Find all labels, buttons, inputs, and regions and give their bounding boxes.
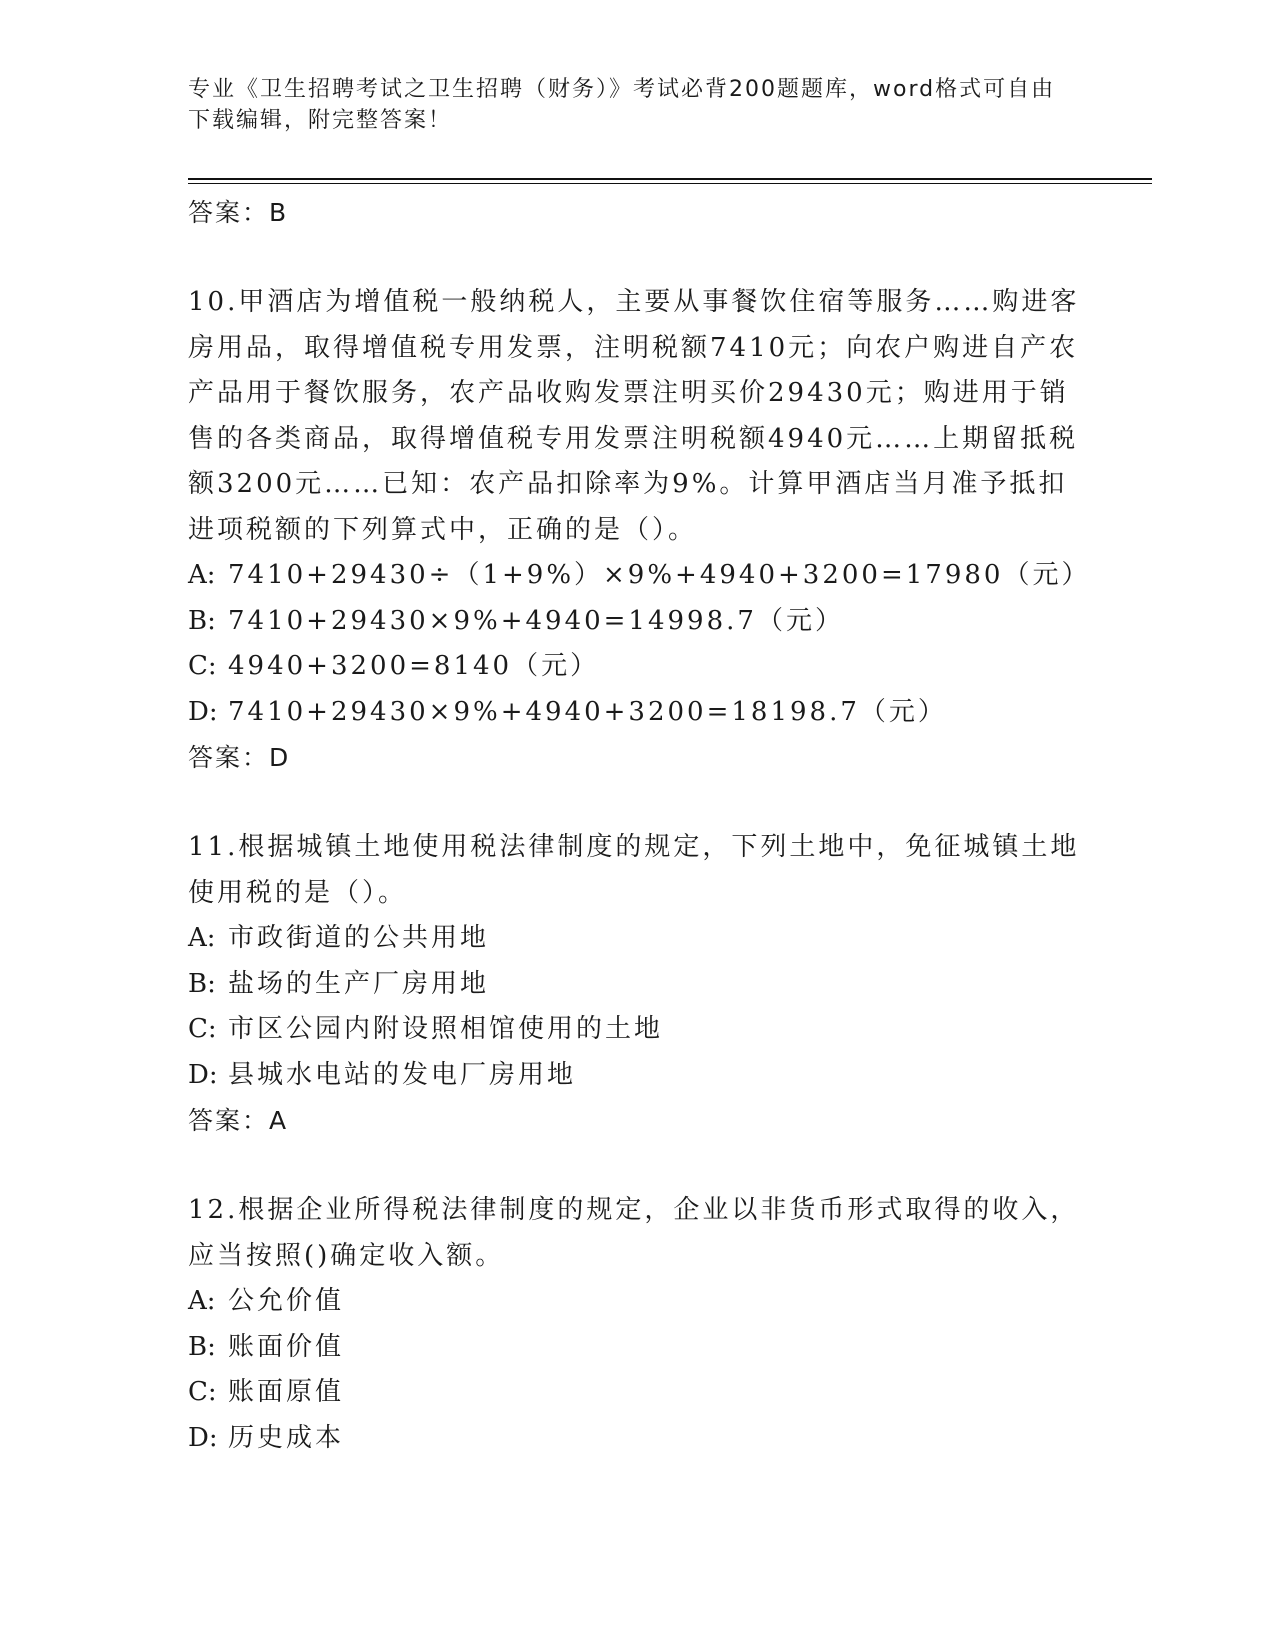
question-text: 12.根据企业所得税法律制度的规定，企业以非货币形式取得的收入，应当按照()确定收入额。: [188, 1195, 1080, 1271]
option-c: [188, 644, 1088, 690]
option-c: [188, 1370, 1088, 1416]
option-letter: C:: [188, 651, 217, 681]
option-d: [188, 1053, 1088, 1099]
option-letter: B:: [188, 1331, 216, 1362]
option-text: 账面原值: [228, 1377, 345, 1407]
header-divider-thick: [188, 178, 1152, 180]
option-d: [188, 1416, 1088, 1462]
option-b: [188, 962, 1088, 1008]
option-b: [188, 599, 1088, 645]
option-text: 市政街道的公共用地: [228, 923, 490, 953]
option-text: 县城水电站的发电厂房用地: [228, 1059, 577, 1090]
option-letter: A:: [188, 923, 216, 953]
question-11: [188, 825, 1088, 1144]
option-text: 7410+29430÷（1+9%）×9%+4940+3200=17980（元）: [228, 560, 1091, 590]
question-text: 10.甲酒店为增值税一般纳税人，主要从事餐饮住宿等服务……购进客房用品，取得增值税专用发票，注明税额7410元；向农户购进自产农产品用于餐饮服务，农产品收购发票注明买价29430元；购进用于销售的各类商品，取得增值税专用发票注明税额4940元……上期留抵税额3200元……已知：农产品扣除率为9%。计算甲酒店当月准予抵扣进项税额的下列算式中，正确的是（）。: [188, 287, 1080, 545]
page-header: 专业《卫生招聘考试之卫生招聘（财务）》考试必背200题题库，word格式可自由下载编辑，附完整答案！: [188, 77, 1056, 133]
option-a: [188, 916, 1088, 962]
option-letter: C:: [188, 1014, 217, 1044]
option-letter: B:: [188, 968, 216, 999]
previous-answer: 答案：B: [188, 198, 289, 227]
option-text: 市区公园内附设照相馆使用的土地: [228, 1014, 664, 1044]
option-letter: D:: [188, 1059, 218, 1090]
option-letter: C:: [188, 1377, 217, 1407]
answer: 答案：A: [188, 1106, 289, 1135]
document-body: [188, 190, 1091, 1461]
answer: 答案：D: [188, 743, 291, 772]
option-text: 7410+29430×9%+4940=14998.7（元）: [228, 605, 844, 636]
option-d: [188, 690, 1088, 736]
header-divider-thin: [188, 183, 1152, 184]
option-text: 7410+29430×9%+4940+3200=18198.7（元）: [228, 696, 947, 727]
option-b: [188, 1325, 1088, 1371]
option-letter: D:: [188, 696, 218, 727]
question-10: [188, 280, 1091, 781]
option-text: 历史成本: [228, 1422, 345, 1453]
option-text: 账面价值: [228, 1331, 345, 1362]
option-text: 4940+3200=8140（元）: [228, 651, 600, 681]
option-text: 盐场的生产厂房用地: [228, 968, 490, 999]
question-12: [188, 1188, 1088, 1461]
option-c: [188, 1007, 1088, 1053]
question-text: 11.根据城镇土地使用税法律制度的规定，下列土地中，免征城镇土地使用税的是（）。: [188, 832, 1080, 908]
option-a: [188, 553, 1091, 599]
option-letter: D:: [188, 1422, 218, 1453]
option-text: 公允价值: [228, 1286, 345, 1316]
option-letter: A:: [188, 560, 216, 590]
option-letter: B:: [188, 605, 216, 636]
option-letter: A:: [188, 1286, 216, 1316]
option-a: [188, 1279, 1088, 1325]
